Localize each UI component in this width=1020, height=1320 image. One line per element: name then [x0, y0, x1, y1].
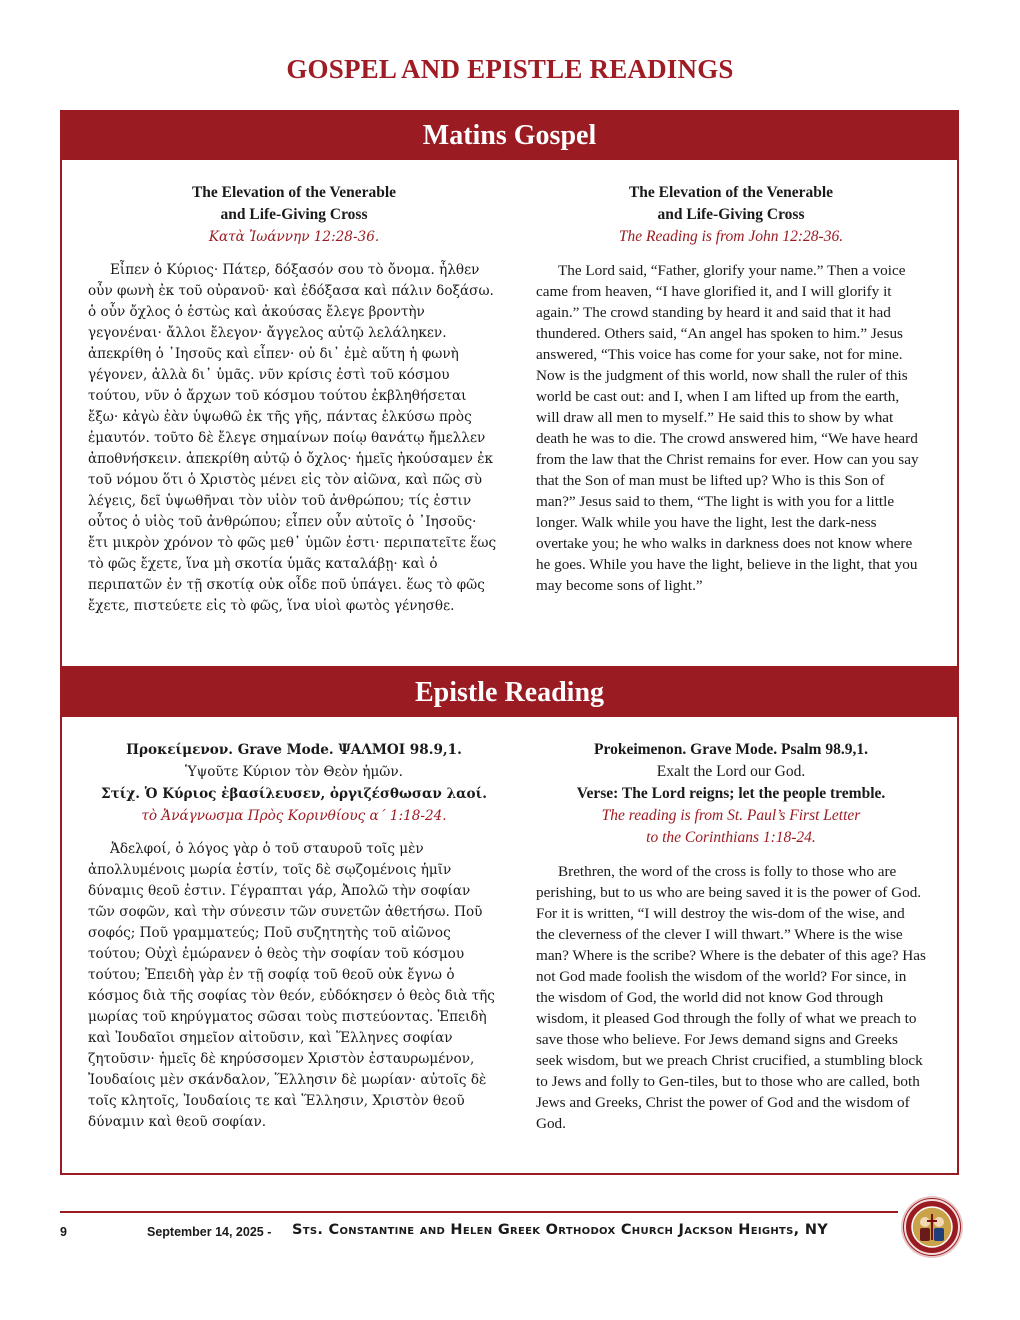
- matins-english-reference: The Reading is from John 12:28-36.: [618, 228, 844, 245]
- matins-gospel-header: Matins Gospel: [62, 112, 957, 160]
- matins-english-title-line2: and Life-Giving Cross: [657, 206, 805, 223]
- epistle-greek-heading: [88, 739, 500, 827]
- footer-date: September 14, 2025 -: [147, 1225, 272, 1239]
- matins-greek-title-line2: and Life-Giving Cross: [220, 206, 368, 223]
- matins-english-column: [536, 182, 926, 596]
- epistle-greek-verse: Στίχ. Ὁ Κύριος ἐβασίλευσεν, ὀργιζέσθωσαν λαοί.: [101, 786, 487, 802]
- epistle-greek-line: Ὑψοῦτε Κύριον τὸν Θεὸν ἡμῶν.: [185, 764, 403, 780]
- epistle-english-prokeimenon: Prokeimenon. Grave Mode. Psalm 98.9,1.: [594, 741, 868, 758]
- church-seal-icon: [903, 1198, 961, 1256]
- matins-gospel-section: [60, 110, 959, 668]
- matins-english-text: The Lord said, “Father, glorify your name.” Then a voice came from heaven, “I have glorified it, and I will glorify it again.” The crowd standing by heard it and said that it had thundered. Others said, “An angel has spoken to him.” Jesus answered, “This voice has come for your sake, not for mine. Now is the judgment of this world, now shall the ruler of this world be cast out: and I, when I am lifted up from the earth, will draw all men to myself.” He said this to show by what death he was to die. The crowd answered him, “We have heard from the law that the Christ remains for ever. How can you say that the Son of man must be lifted up? Who is this Son of man?” Jesus said to them, “The light is with you for a little longer. Walk while you have the light, lest the dark-ness overtake you; he who walks in darkness does not know where he goes. While you have the light, believe in the light, that you may become sons of light.”: [536, 262, 919, 594]
- matins-greek-heading: [88, 182, 500, 248]
- matins-greek-column: [88, 182, 500, 617]
- matins-english-title-line1: The Elevation of the Venerable: [628, 184, 834, 201]
- epistle-greek-reference: τὸ Ἀνάγνωσμα Πρὸς Κορινθίους α΄ 1:18-24.: [141, 808, 447, 824]
- epistle-english-verse: Verse: The Lord reigns; let the people tremble.: [576, 785, 886, 802]
- epistle-english-reference-line2: to the Corinthians 1:18-24.: [646, 829, 816, 846]
- church-name: Sts. Constantine and Helen Greek Orthodox Church Jackson Heights, NY: [292, 1222, 829, 1238]
- matins-greek-title-line1: The Elevation of the Venerable: [191, 184, 397, 201]
- epistle-reading-section: [60, 667, 959, 1175]
- epistle-reading-header: Epistle Reading: [62, 669, 957, 717]
- epistle-english-text: Brethren, the word of the cross is folly to those who are perishing, but to us who are being saved it is the power of God. For it is written, “I will destroy the wis-dom of the wise, and the cleverness of the clever I will thwart.” Where is the wise man? Where is the scribe? Where is the debater of this age? Has not God made foolish the wisdom of the world? For since, in the wisdom of God, the world did not know God through wisdom, it pleased God through the folly of what we preach to save those who believe. For Jews demand signs and Greeks seek wisdom, but we preach Christ crucified, a stumbling block to Jews and folly to Gen-tiles, but to those who are called, both Jews and Greeks, Christ the power of God and the wisdom of God.: [536, 863, 926, 1132]
- epistle-english-reference-line1: The reading is from St. Paul’s First Letter: [601, 807, 861, 824]
- page-number: 9: [60, 1225, 67, 1239]
- footer: [0, 1222, 1020, 1244]
- epistle-english-column: [536, 739, 926, 1134]
- epistle-greek-text: Ἀδελφοί, ὁ λόγος γὰρ ὁ τοῦ σταυροῦ τοῖς μὲν ἀπολλυμένοις μωρία ἐστίν, τοῖς δὲ σῳζομένοις ἡμῖν δύναμις θεοῦ ἐστιν. Γέγραπται γάρ, Ἀπολῶ τὴν σοφίαν τῶν σοφῶν, καὶ τὴν σύνεσιν τῶν συνετῶν ἀθετήσω. Ποῦ σοφός; Ποῦ γραμματεύς; Ποῦ συζητητὴς τοῦ αἰῶνος τούτου; Οὐχὶ ἐμώρανεν ὁ θεὸς τὴν σοφίαν τοῦ κόσμου τούτου; Ἐπειδὴ γὰρ ἐν τῇ σοφίᾳ τοῦ θεοῦ οὐκ ἔγνω ὁ κόσμος διὰ τῆς σοφίας τὸν θεόν, εὐδόκησεν ὁ θεὸς διὰ τῆς μωρίας τοῦ κηρύγματος σῶσαι τοὺς πιστεύοντας. Ἐπειδὴ καὶ Ἰουδαῖοι σημεῖον αἰτοῦσιν, καὶ Ἕλληνες σοφίαν ζητοῦσιν· ἡμεῖς δὲ κηρύσσομεν Χριστὸν ἐσταυρωμένον, Ἰουδαίοις μὲν σκάνδαλον, Ἕλλησιν δὲ μωρίαν· αὐτοῖς δὲ τοῖς κλητοῖς, Ἰουδαίοις τε καὶ Ἕλλησιν, Χριστὸν θεοῦ δύναμιν καὶ θεοῦ σοφίαν.: [88, 841, 495, 1130]
- matins-greek-reference: Κατὰ Ἰωάννην 12:28-36.: [208, 229, 380, 245]
- epistle-english-line: Exalt the Lord our God.: [656, 763, 806, 780]
- matins-greek-text: Εἶπεν ὁ Κύριος· Πάτερ, δόξασόν σου τὸ ὄνομα. ἦλθεν οὖν φωνὴ ἐκ τοῦ οὐρανοῦ· καὶ ἐδόξασα καὶ πάλιν δοξάσω. ὁ οὖν ὄχλος ὁ ἑστὼς καὶ ἀκούσας ἔλεγε βροντὴν γεγονέναι· ἄλλοι ἔλεγον· ἄγγελος αὐτῷ λελάληκεν. ἀπεκρίθη ὁ ᾿Ιησοῦς καὶ εἶπεν· οὐ δι᾿ ἐμὲ αὕτη ἡ φωνὴ γέγονεν, ἀλλὰ δι᾿ ὑμᾶς. νῦν κρίσις ἐστὶ τοῦ κόσμου τούτου, νῦν ὁ ἄρχων τοῦ κόσμου τούτου ἐκβληθήσεται ἔξω· κἀγὼ ἐὰν ὑψωθῶ ἐκ τῆς γῆς, πάντας ἑλκύσω πρὸς ἐμαυτόν. τοῦτο δὲ ἔλεγε σημαίνων ποίῳ θανάτῳ ἤμελλεν ἀποθνήσκειν. ἀπεκρίθη αὐτῷ ὁ ὄχλος· ἡμεῖς ἠκούσαμεν ἐκ τοῦ νόμου ὅτι ὁ Χριστὸς μένει εἰς τὸν αἰῶνα, καὶ πῶς σὺ λέγεις, δεῖ ὑψωθῆναι τὸν υἱὸν τοῦ ἀνθρώπου; τίς ἐστιν οὗτος ὁ υἱὸς τοῦ ἀνθρώπου; εἶπεν οὖν αὐτοῖς ὁ ᾿Ιησοῦς· ἔτι μικρὸν χρόνον τὸ φῶς μεθ᾿ ὑμῶν ἐστι· περιπατεῖτε ἕως τὸ φῶς ἔχετε, ἵνα μὴ σκοτία ὑμᾶς καταλάβῃ· καὶ ὁ περιπατῶν ἐν τῇ σκοτίᾳ οὐκ οἶδε ποῦ ὑπάγει. ἕως τὸ φῶς ἔχετε, πιστεύετε εἰς τὸ φῶς, ἵνα υἱοὶ φωτὸς γένησθε.: [88, 262, 497, 614]
- footer-divider: [60, 1211, 898, 1213]
- epistle-greek-column: [88, 739, 500, 1133]
- page-title: GOSPEL AND EPISTLE READINGS: [286, 54, 734, 84]
- matins-english-heading: [536, 182, 926, 248]
- epistle-greek-prokeimenon: Προκείμενον. Grave Mode. ΨΑΛΜΟΙ 98.9,1.: [126, 742, 462, 758]
- church-seal-graphic: [903, 1198, 961, 1256]
- epistle-english-heading: [536, 739, 926, 849]
